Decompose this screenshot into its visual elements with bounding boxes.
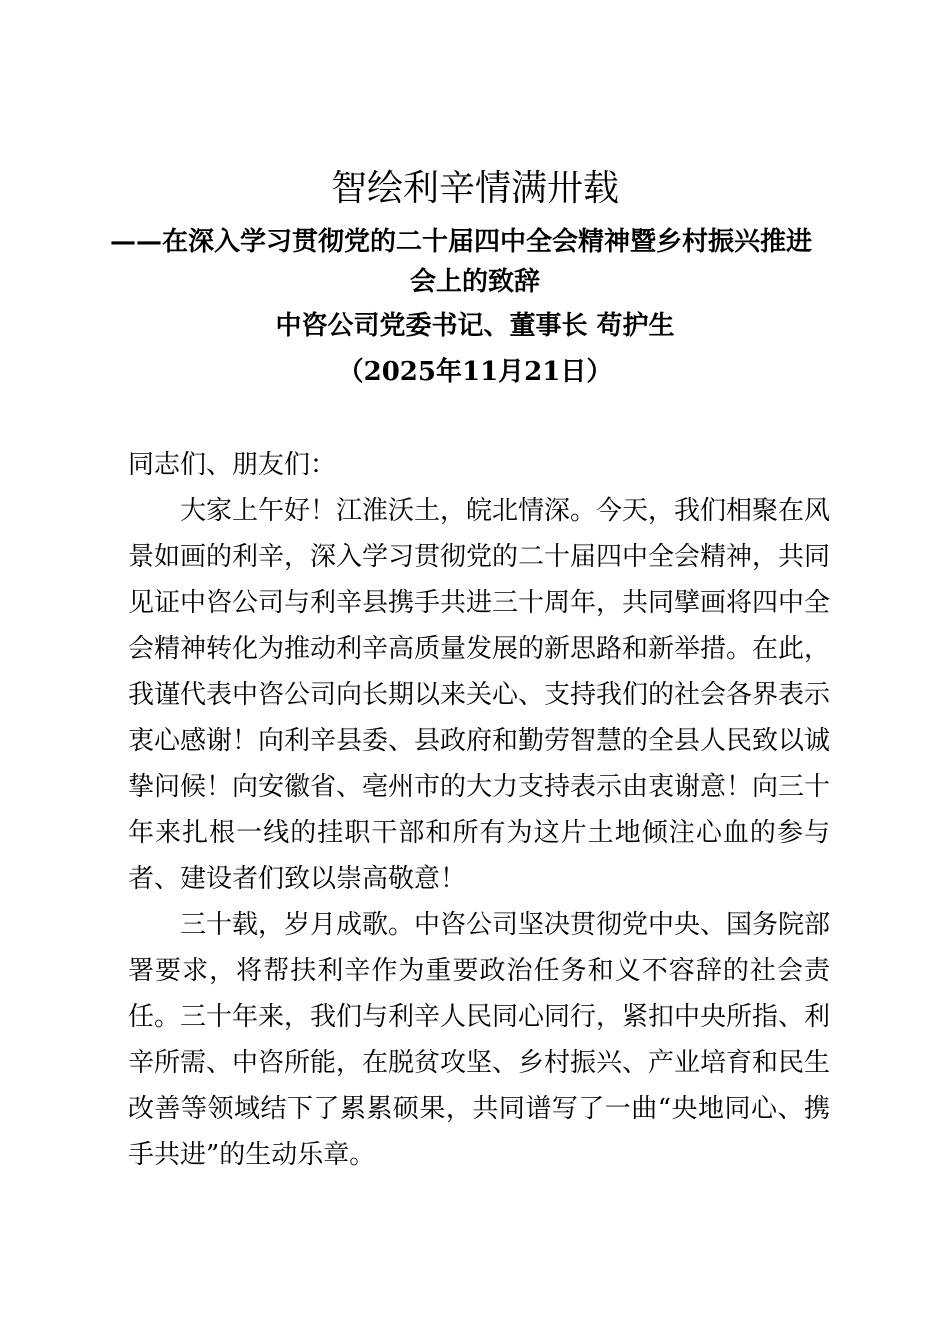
subtitle-line-2: 会上的致辞 — [409, 267, 540, 297]
speaker-byline: 中咨公司党委书记、董事长 苟护生 — [275, 311, 675, 341]
speech-body — [128, 442, 830, 1178]
document-subtitle — [110, 222, 840, 302]
speech-date: （2025年11月21日） — [337, 357, 613, 387]
body-paragraph-2: 三十载，岁月成歌。中咨公司坚决贯彻党中央、国务院部署要求，将帮扶利辛作为重要政治任务和义不容辞的社会责任。三十年来，我们与利辛人民同心同行，紧扣中央所指、利辛所需、中咨所能，在脱贫攻坚、乡村振兴、产业培育和民生改善等领域结下了累累硕果，共同谱写了一曲“央地同心、携手共进”的生动乐章。 — [128, 910, 831, 1170]
salutation: 同志们、朋友们： — [128, 450, 337, 480]
subtitle-line-1: ——在深入学习贯彻党的二十届四中全会精神暨乡村振兴推进 — [110, 227, 813, 257]
body-paragraph-1: 大家上午好！江淮沃土，皖北情深。今天，我们相聚在风景如画的利辛，深入学习贯彻党的二十届四中全会精神，共同见证中咨公司与利辛县携手共进三十周年，共同擘画将四中全会精神转化为推动利辛高质量发展的新思路和新举措。在此，我谨代表中咨公司向长期以来关心、支持我们的社会各界表示衷心感谢！向利辛县委、县政府和勤劳智慧的全县人民致以诚挚问候！向安徽省、亳州市的大力支持表示由衷谢意！向三十年来扎根一线的挂职干部和所有为这片土地倾注心血的参与者、建设者们致以崇高敬意！ — [128, 496, 831, 894]
document-title: 智绘利辛情满卅载 — [330, 168, 619, 209]
